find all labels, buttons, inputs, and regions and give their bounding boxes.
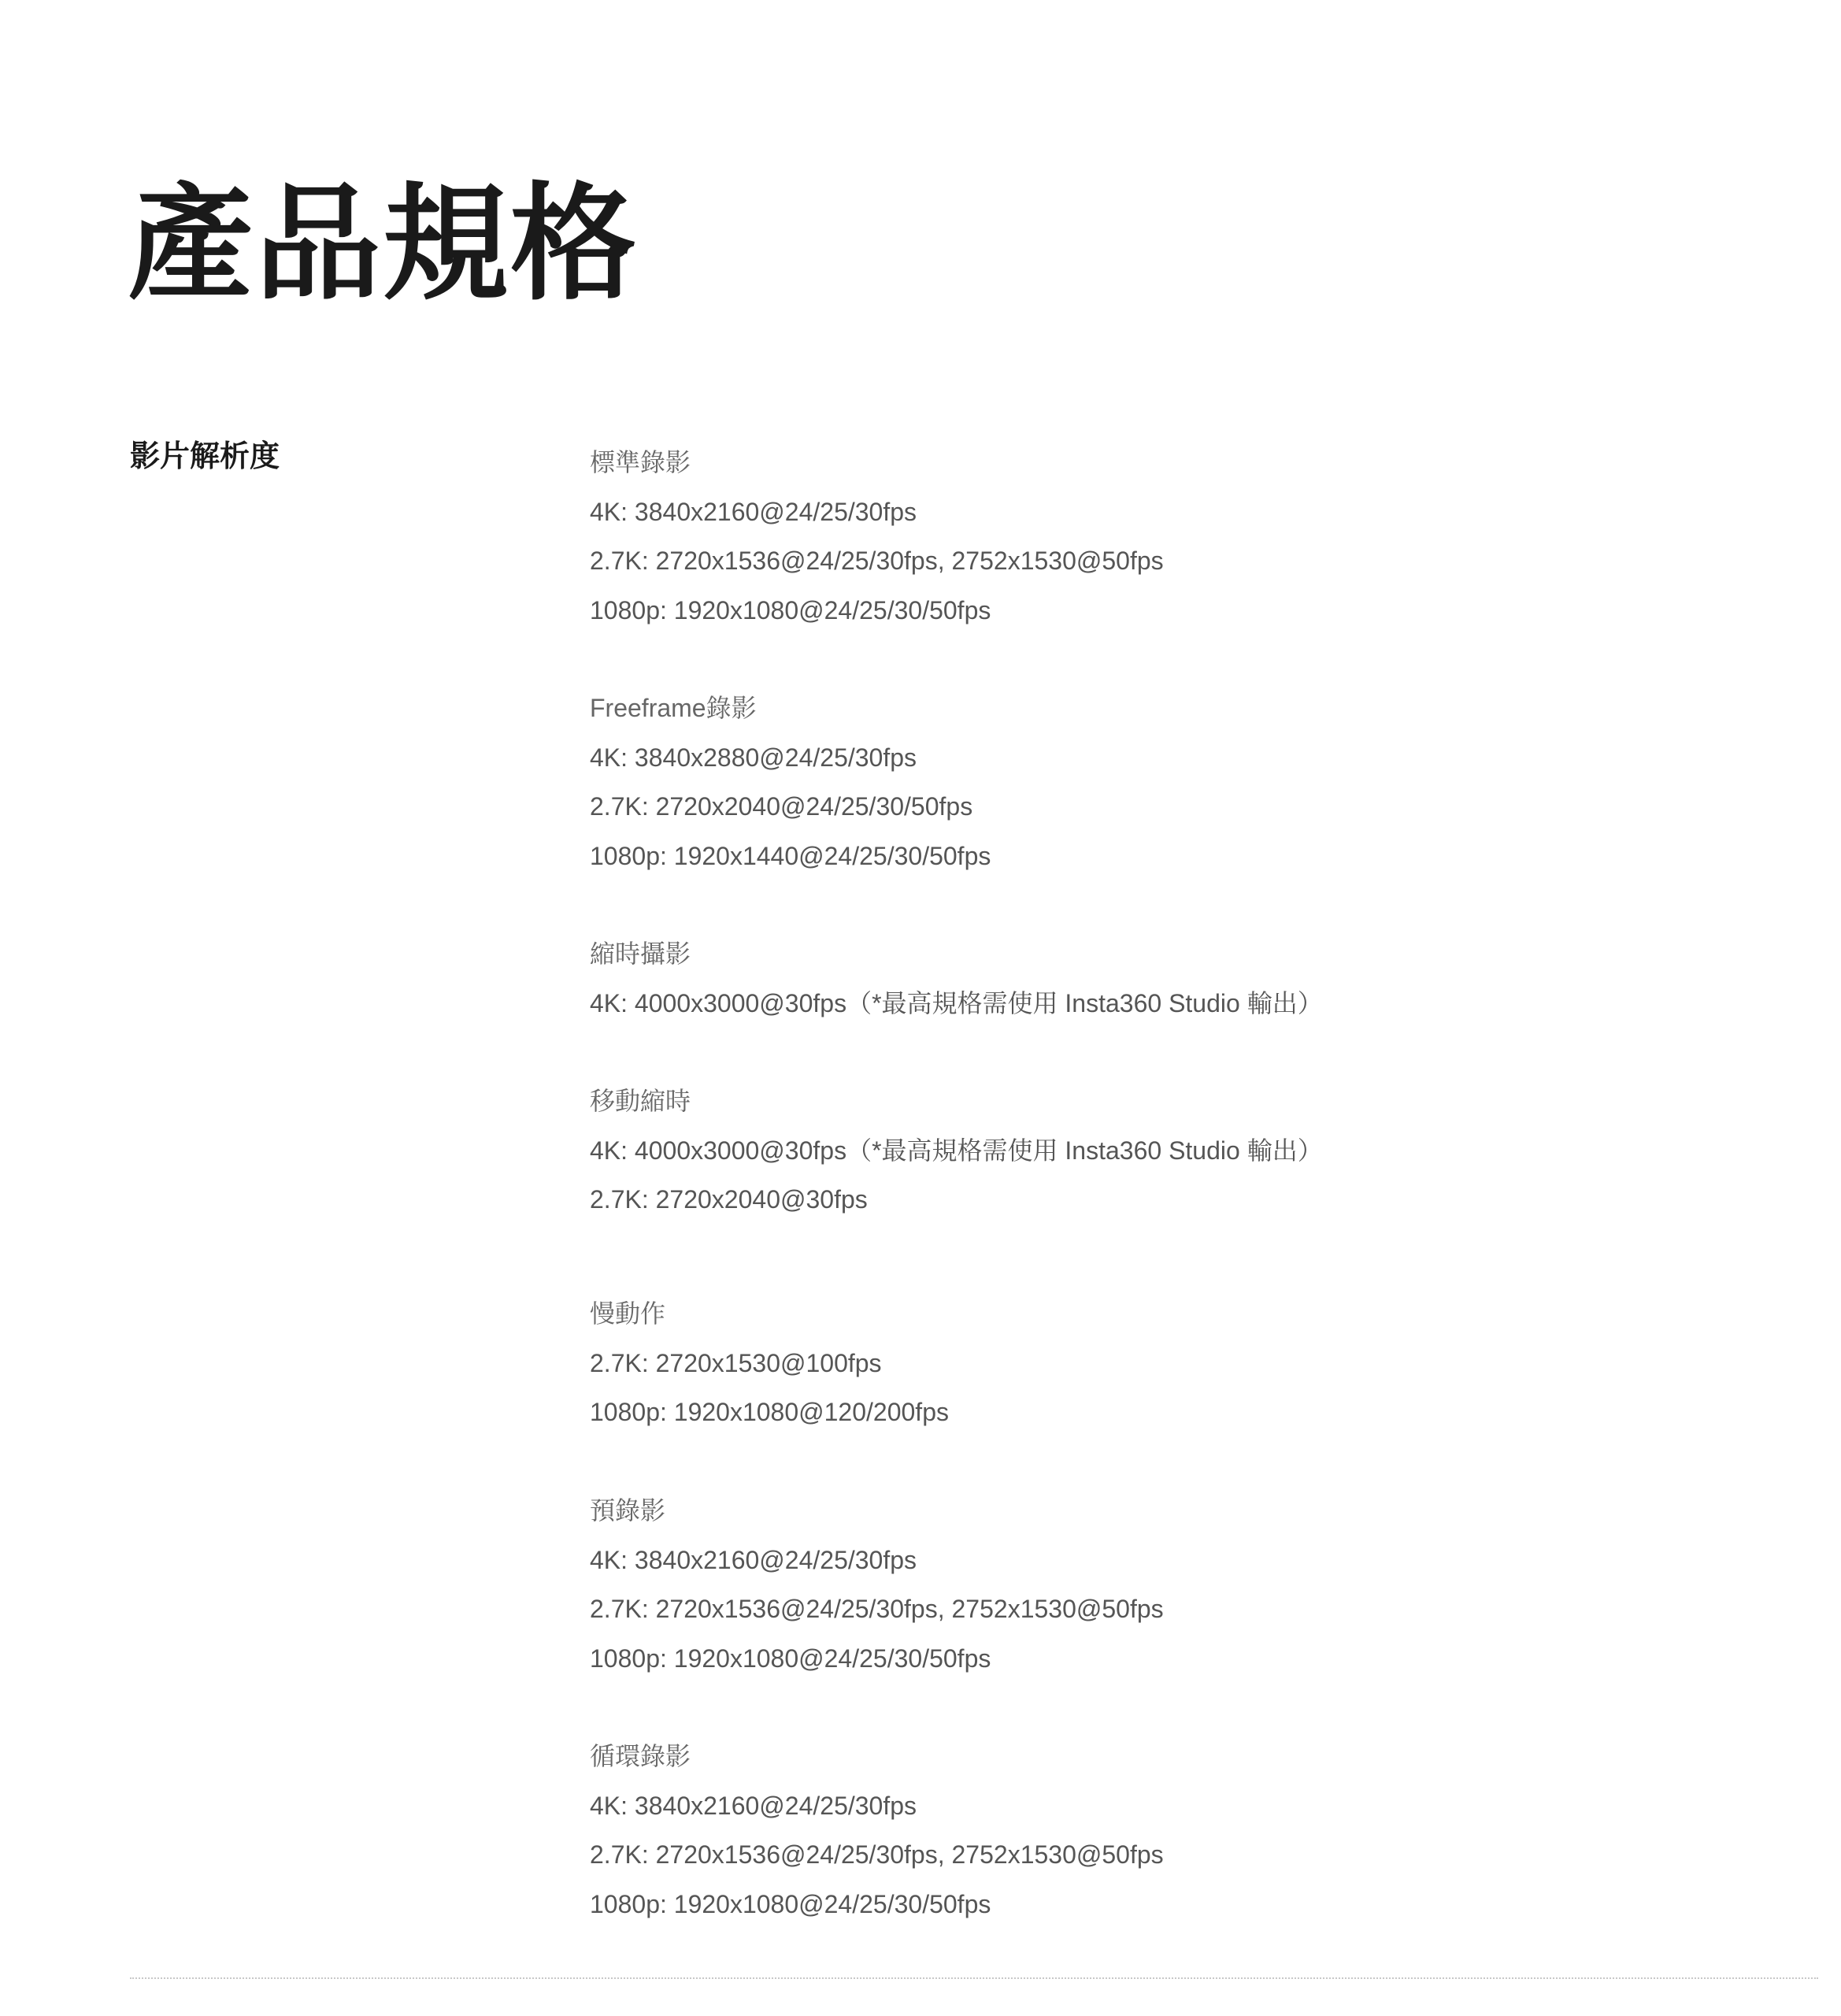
- spec-group-heading: Freeframe錄影: [590, 694, 757, 722]
- section-divider: [130, 1977, 1818, 1979]
- spec-group-heading: 標準錄影: [590, 448, 691, 476]
- spec-line: 4K: 4000x3000@30fps（*最高規格需使用 Insta360 Studio 輸出）: [590, 1136, 1323, 1165]
- spec-line: 2.7K: 2720x1536@24/25/30fps, 2752x1530@50fps: [590, 1595, 1164, 1623]
- spec-group-timelapse: [590, 929, 1323, 1028]
- spec-line: 1080p: 1920x1440@24/25/30/50fps: [590, 841, 991, 870]
- spec-group-heading: 循環錄影: [590, 1742, 691, 1770]
- spec-line: 1080p: 1920x1080@24/25/30/50fps: [590, 1644, 991, 1673]
- spec-line: 2.7K: 2720x2040@24/25/30/50fps: [590, 792, 973, 821]
- spec-line: 1080p: 1920x1080@24/25/30/50fps: [590, 595, 991, 624]
- spec-group-heading: 移動縮時: [590, 1087, 691, 1115]
- spec-line: 4K: 3840x2880@24/25/30fps: [590, 743, 917, 772]
- page-title: 產品規格: [128, 173, 639, 314]
- spec-line: 1080p: 1920x1080@120/200fps: [590, 1398, 949, 1426]
- spec-group-slow-motion: [590, 1289, 949, 1437]
- spec-group-heading: 慢動作: [590, 1299, 666, 1328]
- spec-line: 2.7K: 2720x1536@24/25/30fps, 2752x1530@50fps: [590, 547, 1164, 575]
- section-label-video-resolution: 影片解析度: [130, 440, 280, 473]
- spec-line: 4K: 3840x2160@24/25/30fps: [590, 1545, 917, 1574]
- spec-line: 2.7K: 2720x1530@100fps: [590, 1348, 882, 1377]
- spec-line: 1080p: 1920x1080@24/25/30/50fps: [590, 1889, 991, 1918]
- spec-group-standard-recording: [590, 438, 1164, 635]
- spec-group-freeframe-recording: [590, 684, 991, 880]
- spec-line: 4K: 4000x3000@30fps（*最高規格需使用 Insta360 Studio 輸出）: [590, 988, 1323, 1017]
- spec-group-loop-recording: [590, 1732, 1164, 1929]
- spec-line: 2.7K: 2720x2040@30fps: [590, 1185, 868, 1214]
- spec-line: 4K: 3840x2160@24/25/30fps: [590, 497, 917, 526]
- spec-group-heading: 縮時攝影: [590, 939, 691, 968]
- spec-line: 4K: 3840x2160@24/25/30fps: [590, 1791, 917, 1820]
- spec-group-heading: 預錄影: [590, 1496, 666, 1525]
- spec-group-hyperlapse: [590, 1077, 1323, 1225]
- spec-line: 2.7K: 2720x1536@24/25/30fps, 2752x1530@50fps: [590, 1840, 1164, 1869]
- spec-group-pre-recording: [590, 1486, 1164, 1683]
